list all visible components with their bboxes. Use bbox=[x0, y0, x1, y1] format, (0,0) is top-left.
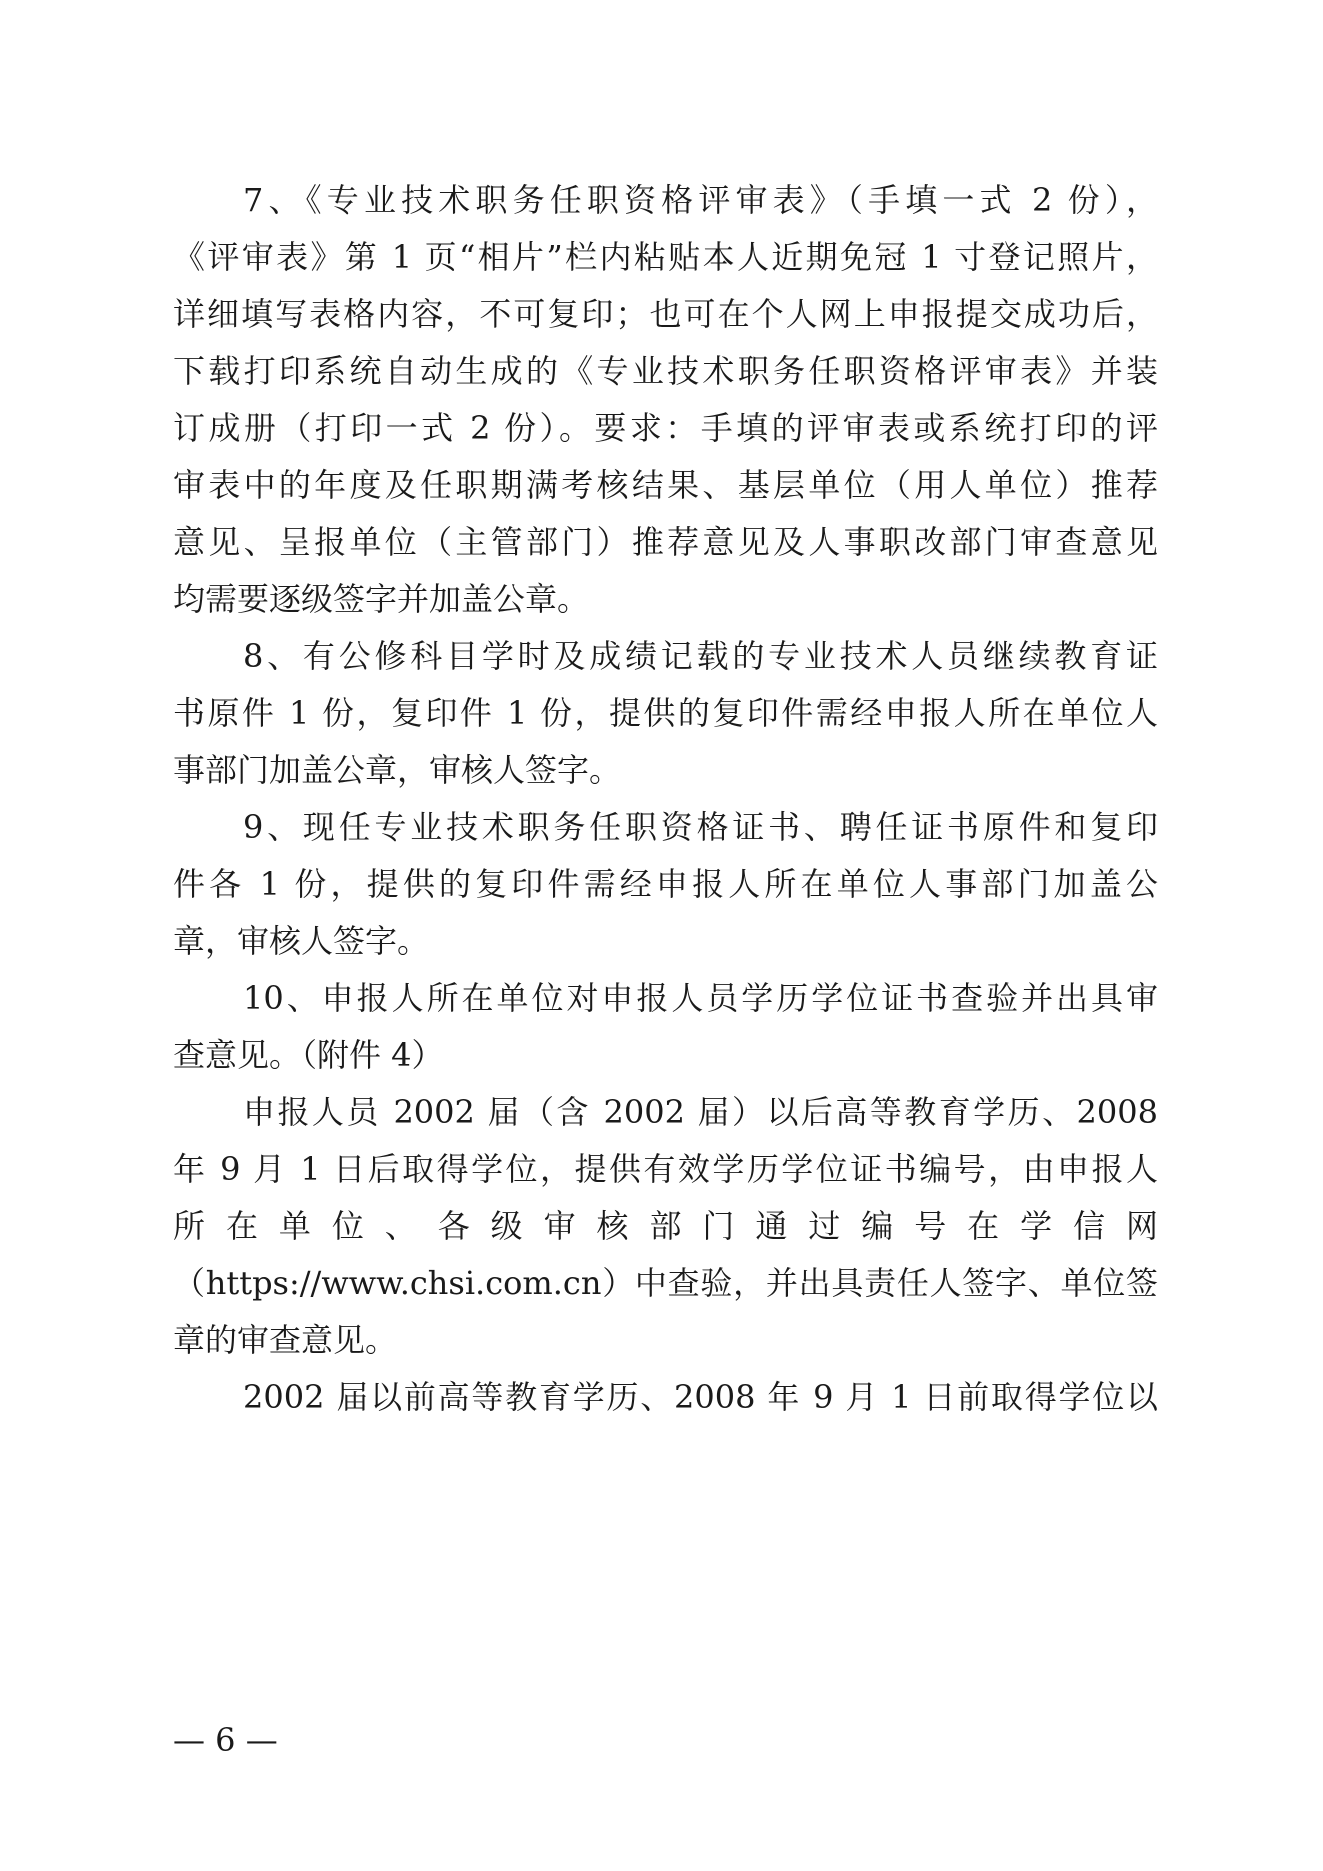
paragraph-11-line-5: 章的审查意见。 bbox=[173, 1321, 398, 1359]
paragraph-7-line-1: 7、《专业技术职务任职资格评审表》（手填一式 2 份）， bbox=[243, 181, 1158, 219]
paragraph-9-line-2: 件各 1 份，提供的复印件需经申报人所在单位人事部门加盖公 bbox=[173, 865, 1158, 903]
paragraph-11-line-4: （https://www.chsi.com.cn）中查验，并出具责任人签字、单位签 bbox=[173, 1264, 1158, 1302]
paragraph-9-line-3: 章，审核人签字。 bbox=[173, 922, 430, 960]
paragraph-10-line-2: 查意见。（附件 4） bbox=[173, 1036, 444, 1074]
paragraph-11-line-1: 申报人员 2002 届（含 2002 届）以后高等教育学历、2008 bbox=[243, 1093, 1158, 1131]
paragraph-7-line-8: 均需要逐级签字并加盖公章。 bbox=[173, 580, 590, 618]
paragraph-11-line-3: 所在单位、各级审核部门通过编号在学信网 bbox=[173, 1207, 1158, 1245]
paragraph-7-line-3: 详细填写表格内容，不可复印；也可在个人网上申报提交成功后， bbox=[173, 295, 1158, 333]
paragraph-7-line-2: 《评审表》第 1 页“相片”栏内粘贴本人近期免冠 1 寸登记照片， bbox=[173, 238, 1158, 276]
paragraph-11-line-2: 年 9 月 1 日后取得学位，提供有效学历学位证书编号，由申报人 bbox=[173, 1150, 1158, 1188]
paragraph-12-line-1: 2002 届以前高等教育学历、2008 年 9 月 1 日前取得学位以 bbox=[243, 1378, 1158, 1416]
paragraph-10-line-1: 10、申报人所在单位对申报人员学历学位证书查验并出具审 bbox=[243, 979, 1158, 1017]
paragraph-7-line-4: 下载打印系统自动生成的《专业技术职务任职资格评审表》并装 bbox=[173, 352, 1158, 390]
paragraph-7-line-7: 意见、呈报单位（主管部门）推荐意见及人事职改部门审查意见 bbox=[173, 523, 1158, 561]
paragraph-8-line-3: 事部门加盖公章，审核人签字。 bbox=[173, 751, 622, 789]
paragraph-7-line-5: 订成册（打印一式 2 份）。要求：手填的评审表或系统打印的评 bbox=[173, 409, 1158, 447]
paragraph-9-line-1: 9、现任专业技术职务任职资格证书、聘任证书原件和复印 bbox=[243, 808, 1158, 846]
page-number: — 6 — bbox=[173, 1721, 278, 1759]
paragraph-8-line-2: 书原件 1 份，复印件 1 份，提供的复印件需经申报人所在单位人 bbox=[173, 694, 1158, 732]
paragraph-7-line-6: 审表中的年度及任职期满考核结果、基层单位（用人单位）推荐 bbox=[173, 466, 1158, 504]
paragraph-8-line-1: 8、有公修科目学时及成绩记载的专业技术人员继续教育证 bbox=[243, 637, 1158, 675]
